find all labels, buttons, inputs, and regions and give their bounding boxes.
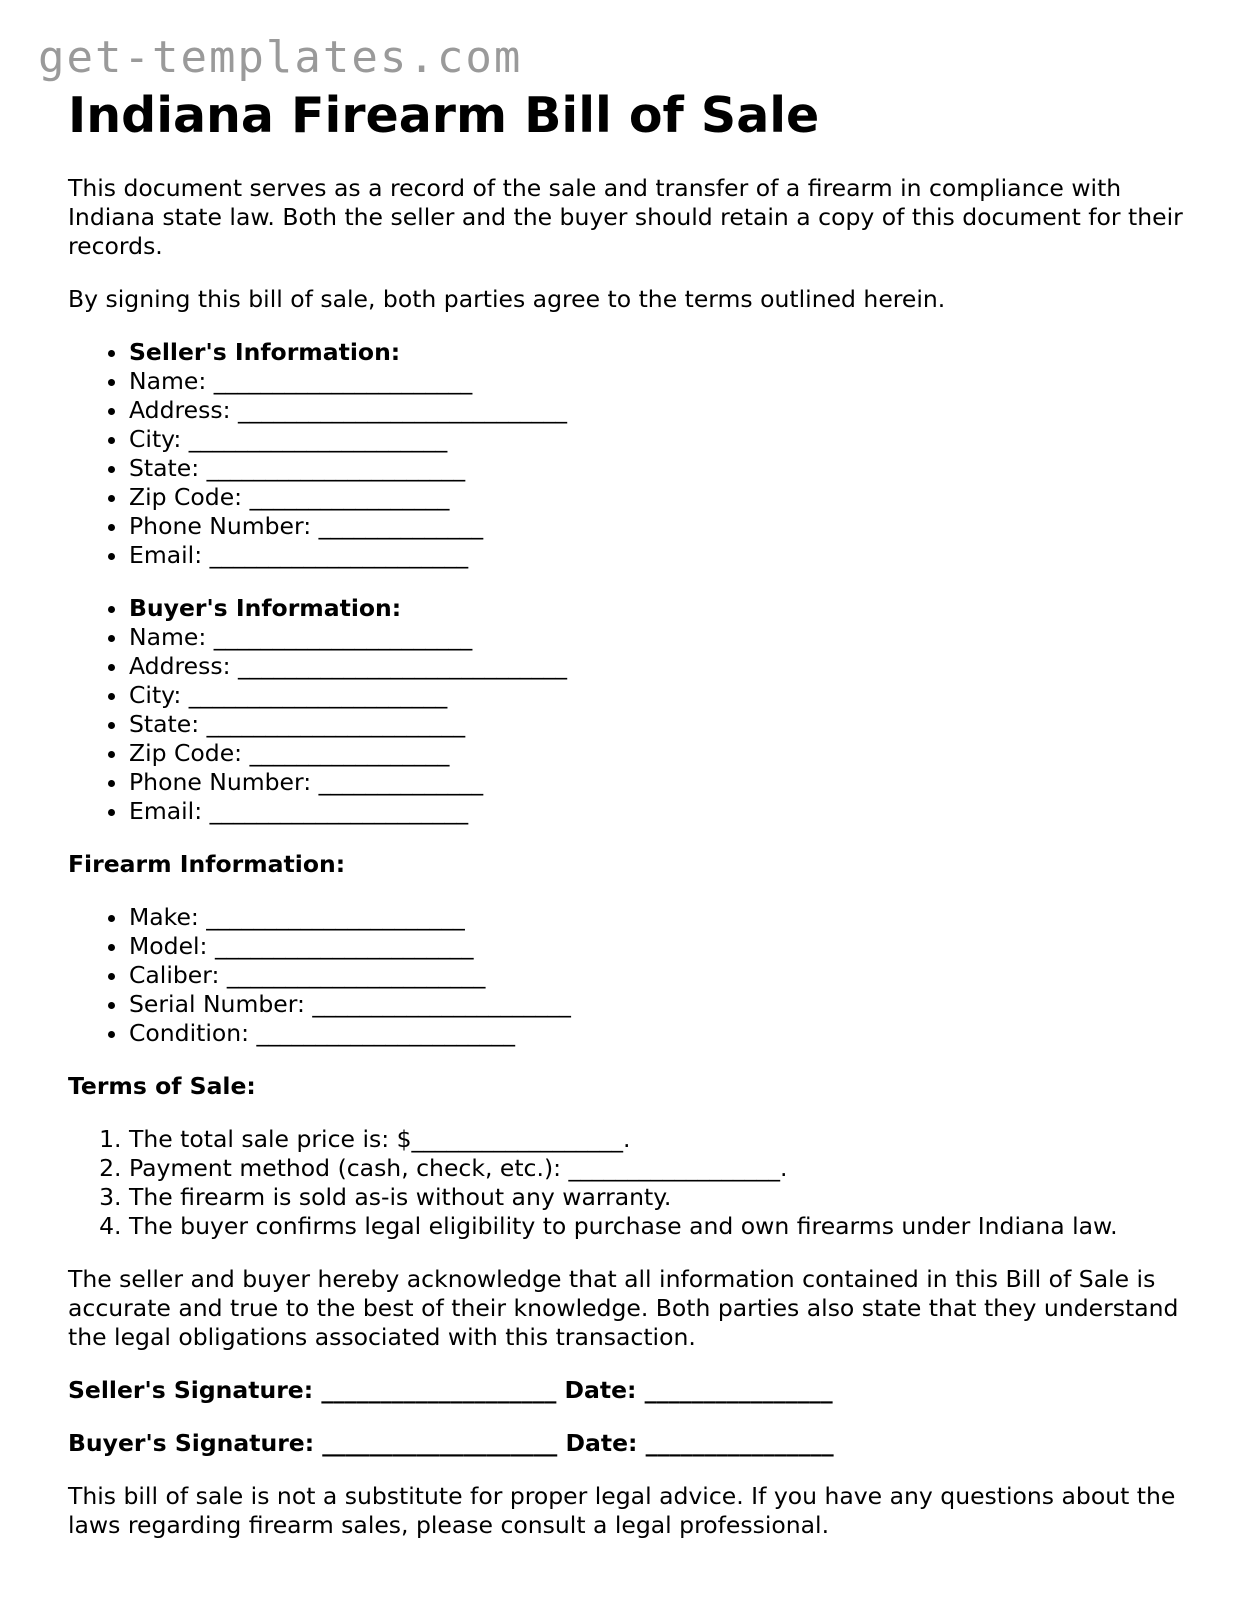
seller-name-field: • Name: ______________________ bbox=[129, 367, 1188, 396]
seller-address-field: • Address: ____________________________ bbox=[129, 396, 1188, 425]
seller-email-field: • Email: ______________________ bbox=[129, 541, 1188, 570]
buyer-email-field: • Email: ______________________ bbox=[129, 797, 1188, 826]
firearm-caliber-field: • Caliber: ______________________ bbox=[129, 961, 1188, 990]
document-page bbox=[68, 86, 1188, 1540]
agreement-paragraph: By signing this bill of sale, both parties agree to the terms outlined herein. bbox=[68, 285, 946, 313]
seller-state-field: • State: ______________________ bbox=[129, 454, 1188, 483]
buyer-info-list bbox=[68, 594, 1188, 826]
buyer-signature-line: Buyer's Signature: ____________________ Date: ________________ bbox=[68, 1429, 834, 1457]
firearm-make-field: • Make: ______________________ bbox=[129, 903, 1188, 932]
buyer-name-field: • Name: ______________________ bbox=[129, 623, 1188, 652]
intro-paragraph: This document serves as a record of the sale and transfer of a firearm in compliance with Indiana state law. Both the seller and the buyer should retain a copy of this document for their records. bbox=[68, 174, 1183, 260]
terms-item-eligibility: 4. The buyer confirms legal eligibility to purchase and own firearms under Indiana law. bbox=[129, 1212, 1188, 1241]
terms-item-price: 1. The total sale price is: $__________________. bbox=[129, 1125, 1188, 1154]
seller-info-heading: • Seller's Information: bbox=[129, 338, 1188, 367]
buyer-address-field: • Address: ____________________________ bbox=[129, 652, 1188, 681]
terms-item-payment: 2. Payment method (cash, check, etc.): __________________. bbox=[129, 1154, 1188, 1183]
seller-phone-field: • Phone Number: ______________ bbox=[129, 512, 1188, 541]
seller-zip-field: • Zip Code: _________________ bbox=[129, 483, 1188, 512]
buyer-state-field: • State: ______________________ bbox=[129, 710, 1188, 739]
firearm-info-list bbox=[68, 903, 1188, 1048]
firearm-serial-field: • Serial Number: ______________________ bbox=[129, 990, 1188, 1019]
seller-city-field: • City: ______________________ bbox=[129, 425, 1188, 454]
document-title: Indiana Firearm Bill of Sale bbox=[68, 87, 820, 144]
seller-signature-line: Seller's Signature: ____________________ Date: ________________ bbox=[68, 1376, 833, 1404]
buyer-phone-field: • Phone Number: ______________ bbox=[129, 768, 1188, 797]
buyer-zip-field: • Zip Code: _________________ bbox=[129, 739, 1188, 768]
firearm-condition-field: • Condition: ______________________ bbox=[129, 1019, 1188, 1048]
disclaimer-paragraph: This bill of sale is not a substitute for proper legal advice. If you have any questions about the laws regarding firearm sales, please consult a legal professional. bbox=[68, 1482, 1176, 1539]
firearm-model-field: • Model: ______________________ bbox=[129, 932, 1188, 961]
firearm-info-heading: Firearm Information: bbox=[68, 850, 346, 878]
acknowledgement-paragraph: The seller and buyer hereby acknowledge that all information contained in this Bill of Sale is accurate and true to the best of their knowledge. Both parties also state that they understand the legal obligations associated with this transaction. bbox=[68, 1265, 1179, 1351]
seller-info-list bbox=[68, 338, 1188, 570]
terms-list bbox=[68, 1125, 1188, 1241]
terms-item-warranty: 3. The firearm is sold as-is without any warranty. bbox=[129, 1183, 1188, 1212]
buyer-city-field: • City: ______________________ bbox=[129, 681, 1188, 710]
watermark: get-templates.com bbox=[38, 32, 523, 83]
buyer-info-heading: • Buyer's Information: bbox=[129, 594, 1188, 623]
terms-heading: Terms of Sale: bbox=[68, 1072, 256, 1100]
